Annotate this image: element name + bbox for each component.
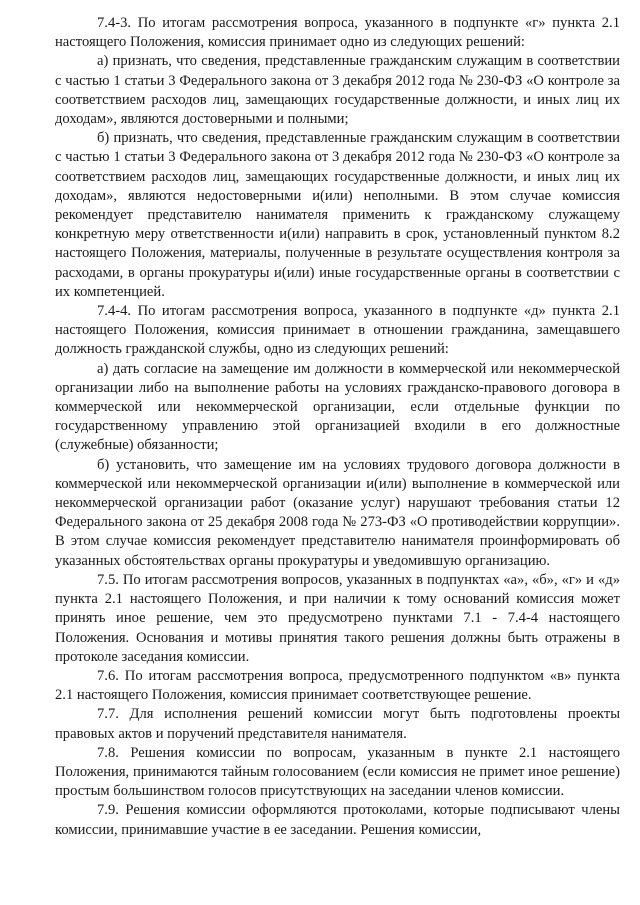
paragraph-7-4-3-a: а) признать, что сведения, представленные гражданским служащим в соответствии с частью 1 статьи 3 Федерального закона от 3 декабря 2012 года № 230-ФЗ «О контроле за соответствием расходов лиц, замещающих государственные должности, и иных лиц их доходам», являются достоверными и полными; <box>55 53 620 128</box>
paragraph-7-9: 7.9. Решения комиссии оформляются протоколами, которые подписывают члены комиссии, принимавшие участие в ее заседании. Решения комиссии, <box>55 802 620 838</box>
paragraph-7-5: 7.5. По итогам рассмотрения вопросов, указанных в подпунктах «а», «б», «г» и «д» пункта 2.1 настоящего Положения, и при наличии к тому оснований комиссия может принять иное решение, чем это предусмотрено пунктами 7.1 - 7.4-4 настоящего Положения. Основания и мотивы принятия такого решения должны быть отражены в протоколе заседания комиссии. <box>55 571 620 665</box>
paragraph-7-6: 7.6. По итогам рассмотрения вопроса, предусмотренного подпунктом «в» пункта 2.1 настоящего Положения, комиссия принимает соответствующее решение. <box>55 667 620 704</box>
paragraph-7-8: 7.8. Решения комиссии по вопросам, указанным в пункте 2.1 настоящего Положения, принимаются тайным голосованием (если комиссия не примет иное решение) простым большинством голосов присутствующих на заседании членов комиссии. <box>55 744 620 800</box>
paragraph-7-4-3-b: б) признать, что сведения, представленные гражданским служащим в соответствии с частью 1 статьи 3 Федерального закона от 3 декабря 2012 года № 230-ФЗ «О контроле за соответствием расходов лиц, замещающих государственные должности, и иных лиц их доходам», являются недостоверными и(или) неполными. В этом случае комиссия рекомендует представителю нанимателя применить к гражданскому служащему конкретную меру ответственности и(или) направить в срок, установленный пунктом 8.2 настоящего Положения, материалы, полученные в результате осуществления контроля за расходами, в органы прокуратуры и(или) иные государственные органы в соответствии с их компетенцией. <box>55 130 620 300</box>
paragraph-7-4-4-a: а) дать согласие на замещение им должности в коммерческой или некоммерческой организации либо на выполнение работы на условиях гражданско-правового договора в коммерческой или некоммерческой организации, если отдельные функции по государственному управлению этой организацией входили в его должностные (служебные) обязанности; <box>55 360 620 454</box>
paragraph-7-4-4-b: б) установить, что замещение им на условиях трудового договора должности в коммерческой или некоммерческой организации и(или) выполнение в коммерческой или некоммерческой организации работ (оказание услуг) нарушают требования статьи 12 Федерального закона от 25 декабря 2008 года № 273-ФЗ «О противодействии коррупции». В этом случае комиссия рекомендует представителю нанимателя проинформировать об указанных обстоятельствах органы прокуратуры и уведомившую организацию. <box>55 456 620 569</box>
paragraph-7-4-4: 7.4-4. По итогам рассмотрения вопроса, указанного в подпункте «д» пункта 2.1 настоящего Положения, комиссия принимает в отношении гражданина, замещавшего должность гражданской службы, одно из следующих решений: <box>55 303 620 358</box>
paragraph-7-4-3: 7.4-3. По итогам рассмотрения вопроса, указанного в подпункте «г» пункта 2.1 настоящего Положения, комиссия принимает одно из следующих решений: <box>55 15 620 51</box>
paragraph-7-7: 7.7. Для исполнения решений комиссии могут быть подготовлены проекты правовых актов и поручений представителя нанимателя. <box>55 706 620 742</box>
